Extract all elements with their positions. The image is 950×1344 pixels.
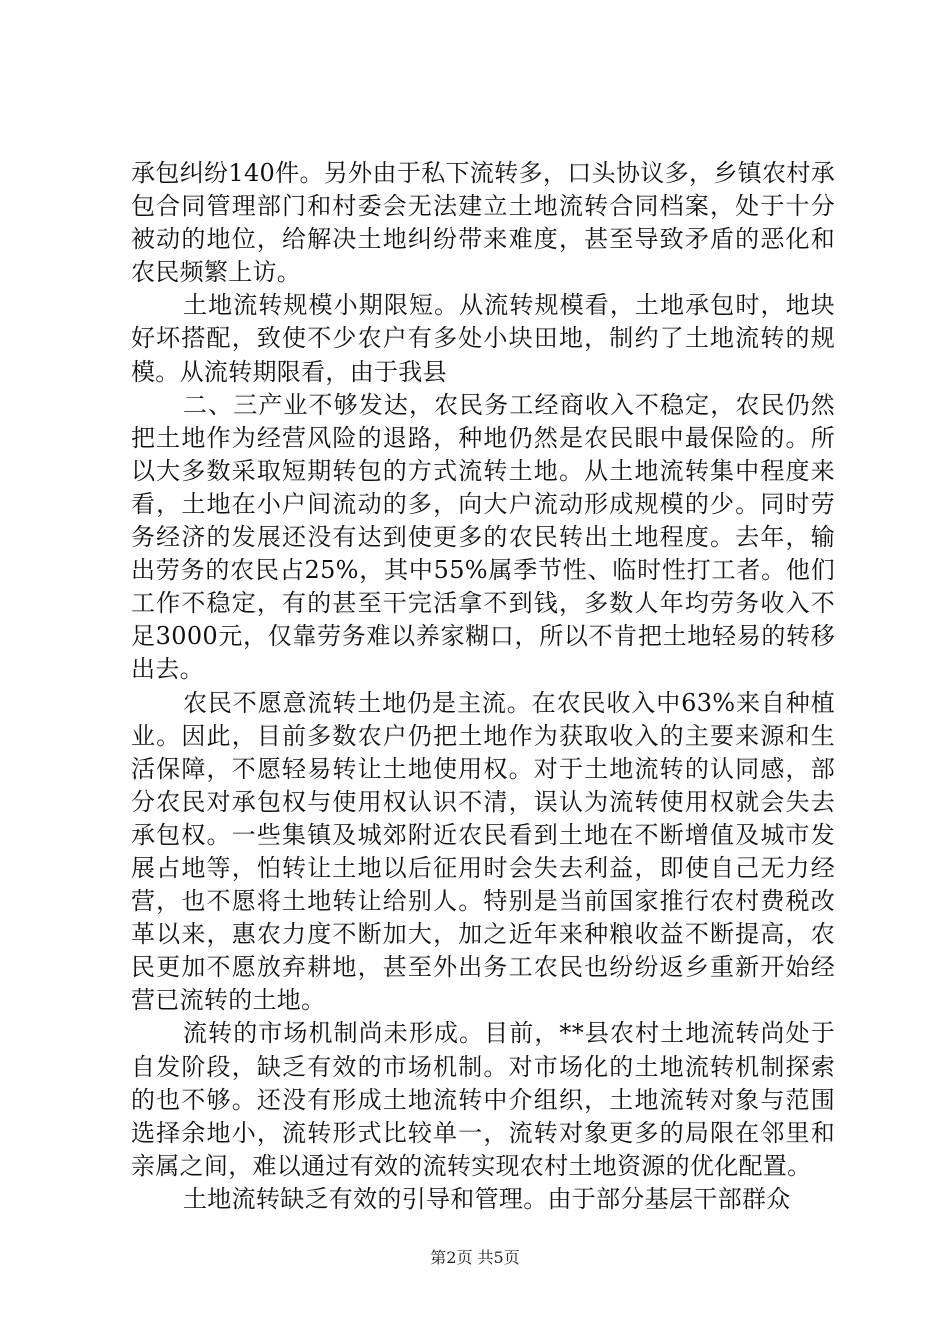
document-body bbox=[131, 157, 835, 1216]
paragraph-4: 农民不愿意流转土地仍是主流。在农民收入中63%来自种植业。因此，目前多数农户仍把土地作为获取收入的主要来源和生活保障，不愿轻易转让土地使用权。对于土地流转的认同感，部分农民对承包权与使用权认识不清，误认为流转使用权就会失去承包权。一些集镇及城郊附近农民看到土地在不断增值及城市发展占地等，怕转让土地以后征用时会失去利益，即使自己无力经营，也不愿将土地转让给别人。特别是当前国家推行农村费税改革以来，惠农力度不断加大，加之近年来种粮收益不断提高，农民更加不愿放弃耕地，甚至外出务工农民也纷纷返乡重新开始经营已流转的土地。 bbox=[131, 688, 835, 1015]
paragraph-6: 土地流转缺乏有效的引导和管理。由于部分基层干部群众 bbox=[183, 1184, 791, 1213]
paragraph-5: 流转的市场机制尚未形成。目前，**县农村土地流转尚处于自发阶段，缺乏有效的市场机制。对市场化的土地流转机制探索的也不够。还没有形成土地流转中介组织，土地流转对象与范围选择余地小，流转形式比较单一，流转对象更多的局限在邻里和亲属之间，难以通过有效的流转实现农村土地资源的优化配置。 bbox=[131, 1019, 835, 1180]
page-number-footer: 第2页 共5页 bbox=[430, 1248, 520, 1267]
paragraph-1: 承包纠纷140件。另外由于私下流转多，口头协议多，乡镇农村承包合同管理部门和村委会无法建立土地流转合同档案，处于十分被动的地位，给解决土地纠纷带来难度，甚至导致矛盾的恶化和农民频繁上访。 bbox=[131, 159, 835, 287]
paragraph-3: 二、三产业不够发达，农民务工经商收入不稳定，农民仍然把土地作为经营风险的退路，种地仍然是农民眼中最保险的。所以大多数采取短期转包的方式流转土地。从土地流转集中程度来看，土地在小户间流动的多，向大户流动形成规模的少。同时劳务经济的发展还没有达到使更多的农民转出土地程度。去年，输出劳务的农民占25%，其中55%属季节性、临时性打工者。他们工作不稳定，有的甚至干完活拿不到钱，多数人年均劳务收入不足3000元，仅靠劳务难以养家糊口，所以不肯把土地轻易的转移出去。 bbox=[131, 390, 835, 684]
paragraph-2: 土地流转规模小期限短。从流转规模看，土地承包时，地块好坏搭配，致使不少农户有多处小块田地，制约了土地流转的规模。从流转期限看，由于我县 bbox=[131, 291, 835, 386]
